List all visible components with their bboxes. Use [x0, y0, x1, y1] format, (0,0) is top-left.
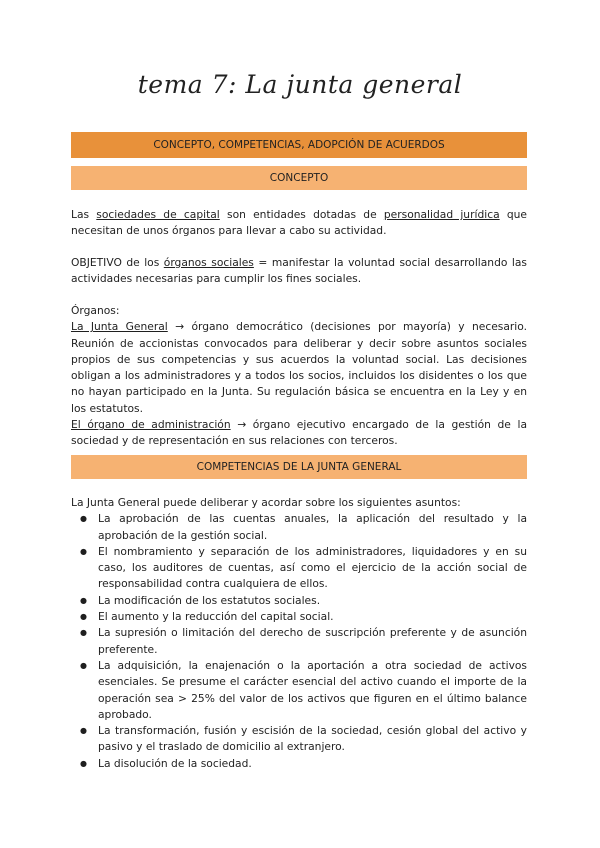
text: Las: [71, 208, 97, 221]
page-title: tema 7: La junta general: [137, 70, 463, 99]
section-header-main: [71, 132, 527, 158]
term-organo-administracion: El órgano de administración: [71, 418, 231, 432]
list-item: ● La transformación, fusión y escisión de la sociedad, cesión global del activo y pasivo y el traslado de domicilio al extranjero.: [71, 723, 527, 756]
objetivo-text: [71, 255, 527, 288]
organos-section: [71, 303, 527, 450]
section-header-main-label: CONCEPTO, COMPETENCIAS, ADOPCIÓN DE ACUERDOS: [153, 139, 445, 151]
term-junta-general: La Junta General: [71, 320, 168, 334]
competencias-intro: La Junta General puede deliberar y acordar sobre los siguientes asuntos:: [71, 496, 461, 509]
section-header-concepto-label: CONCEPTO: [269, 172, 329, 184]
section-header-competencias: [71, 455, 527, 479]
list-item: ● La disolución de la sociedad.: [71, 756, 527, 772]
text: que necesitan de unos órganos para llevar a cabo su actividad.: [71, 208, 527, 238]
competencias-section: [71, 495, 527, 772]
objetivo-paragraph: [71, 255, 527, 288]
junta-general-paragraph: [71, 319, 527, 417]
organos-heading: Órganos:: [71, 304, 120, 317]
term-personalidad-juridica: personalidad jurídica: [383, 208, 500, 221]
section-header-concepto: [71, 166, 527, 190]
term-sociedades-capital: sociedades de capital: [96, 208, 220, 221]
list-item: ● La adquisición, la enajenación o la aportación a otra sociedad de activos esenciales. Se presume el carácter esencial del activo cuando el importe de la operación sea > 25% del valor de los activos que figuren en el último balance aprobado.: [71, 658, 527, 723]
text: OBJETIVO de los: [71, 256, 164, 269]
text: → órgano ejecutivo encargado de la gestión de la sociedad y de representación en sus relaciones con terceros.: [71, 418, 527, 448]
sociedades-paragraph: [71, 207, 527, 240]
organo-administracion-paragraph: [71, 417, 527, 450]
term-organos-sociales: órganos sociales: [163, 256, 254, 269]
list-item: ● La aprobación de las cuentas anuales, la aplicación del resultado y la aprobación de la gestión social.: [71, 511, 527, 544]
text: son entidades dotadas de: [219, 208, 384, 221]
list-item: ● El aumento y la reducción del capital social.: [71, 609, 527, 625]
text: → órgano democrático (decisiones por mayoría) y necesario. Reunión de accionistas convocados para deliberar y decir sobre asuntos sociales propios de sus competencias y sus acuerdos la voluntad social. Las decisiones obligan a los administradores y a todos los socios, incluidos los disidentes o los que no hayan participado en la Junta. Su regulación básica se encuentra en la Ley y en los estatutos.: [71, 320, 528, 415]
competencias-list: [71, 511, 527, 772]
text: = manifestar la voluntad social desarrollando las actividades necesarias para cumplir los fines sociales.: [71, 256, 527, 286]
concepto-paragraph: [71, 207, 527, 240]
section-header-competencias-label: COMPETENCIAS DE LA JUNTA GENERAL: [196, 461, 402, 473]
list-item: ● La modificación de los estatutos sociales.: [71, 593, 527, 609]
list-item: ● El nombramiento y separación de los administradores, liquidadores y en su caso, los auditores de cuentas, así como el ejercicio de la acción social de responsabilidad contra cualquiera de ellos.: [71, 544, 527, 593]
list-item: ● La supresión o limitación del derecho de suscripción preferente y de asunción preferente.: [71, 625, 527, 658]
